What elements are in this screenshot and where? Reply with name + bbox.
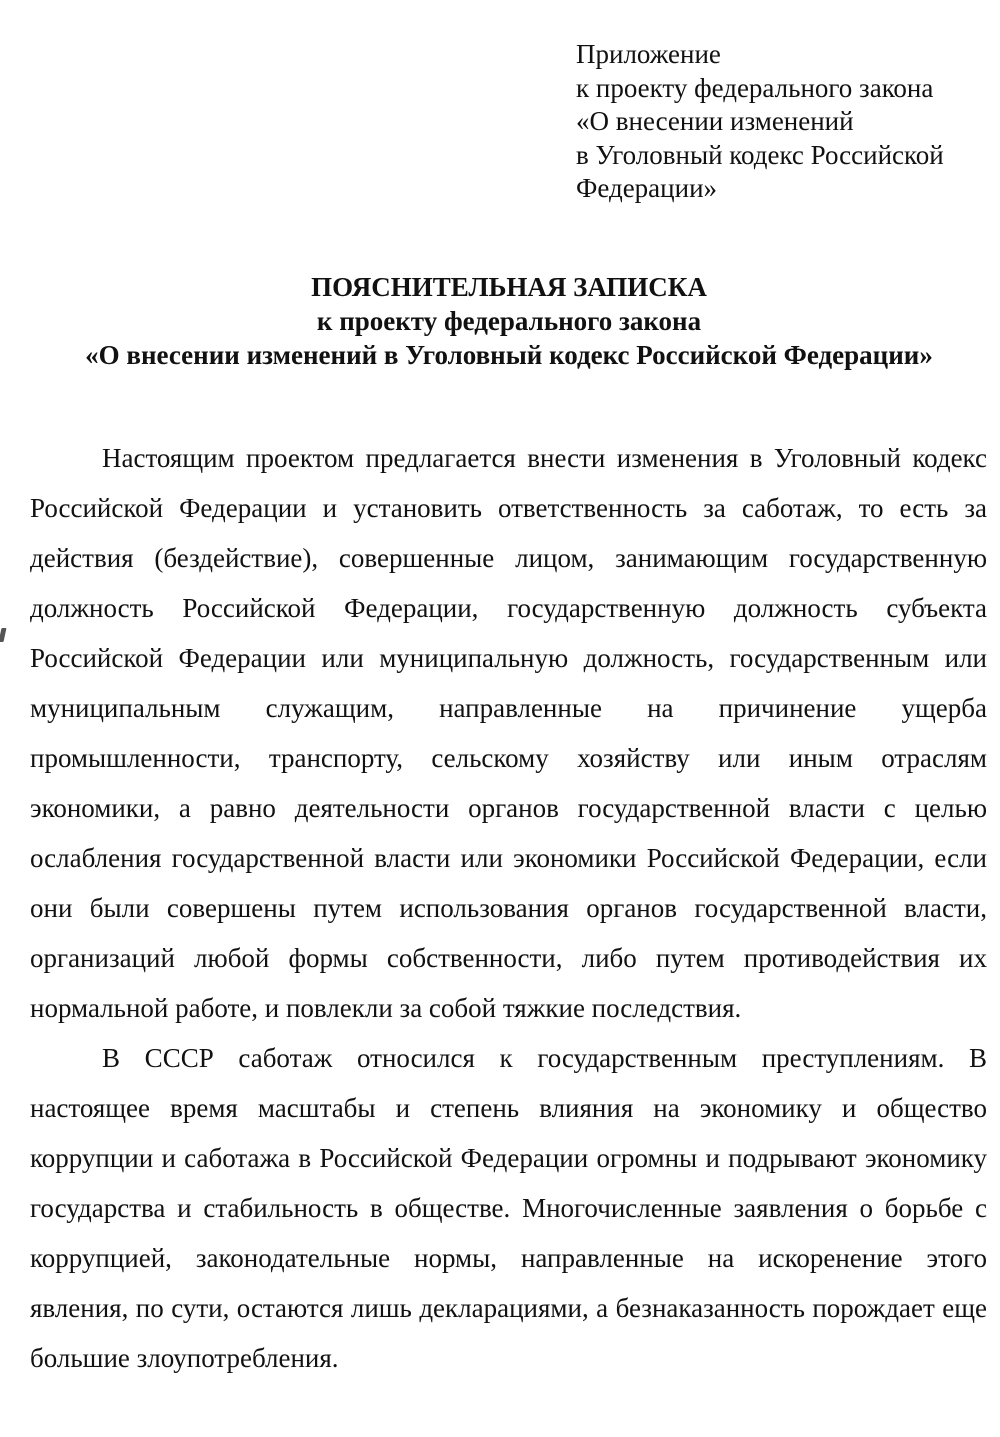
body-paragraph: В СССР саботаж относился к государственным преступлениям. В настоящее время масштабы и степень влияния на экономику и общество коррупции и саботажа в Российской Федерации огромны и подрывают экономику государства и стабильность в обществе. Многочисленные заявления о борьбе с коррупцией, законодательные нормы, направленные на искоренение этого явления, по сути, остаются лишь декларациями, а безнаказанность порождает еще большие злоупотребления. [30, 1043, 987, 1373]
appendix-note [576, 38, 944, 206]
appendix-line: Федерации» [576, 173, 718, 203]
title-subheading: к проекту федерального закона [316, 306, 702, 336]
appendix-line: «О внесении изменений [576, 106, 854, 136]
title-law-name: «О внесении изменений в Уголовный кодекс Российской Федерации» [85, 340, 933, 370]
scan-mark [0, 628, 6, 642]
document-body [30, 433, 987, 1383]
body-paragraph: Настоящим проектом предлагается внести изменения в Уголовный кодекс Российской Федерации и установить ответственность за саботаж, то есть за действия (бездействие), совершенные лицом, занимающим государственную должность Российской Федерации, государственную должность субъекта Российской Федерации или муниципальную должность, государственным или муниципальным служащим, направленные на причинение ущерба промышленности, транспорту, сельскому хозяйству или иным отраслям экономики, а равно деятельности органов государственной власти с целью ослабления государственной власти или экономики Российской Федерации, если они были совершены путем использования органов государственной власти, организаций любой формы собственности, либо путем противодействия их нормальной работе, и повлекли за собой тяжкие последствия. [30, 443, 987, 1023]
appendix-line: в Уголовный кодекс Российской [576, 139, 944, 170]
document-title [0, 270, 1000, 372]
title-heading: ПОЯСНИТЕЛЬНАЯ ЗАПИСКА [311, 272, 707, 302]
appendix-line: к проекту федерального закона [576, 72, 934, 103]
appendix-line: Приложение [576, 39, 721, 69]
